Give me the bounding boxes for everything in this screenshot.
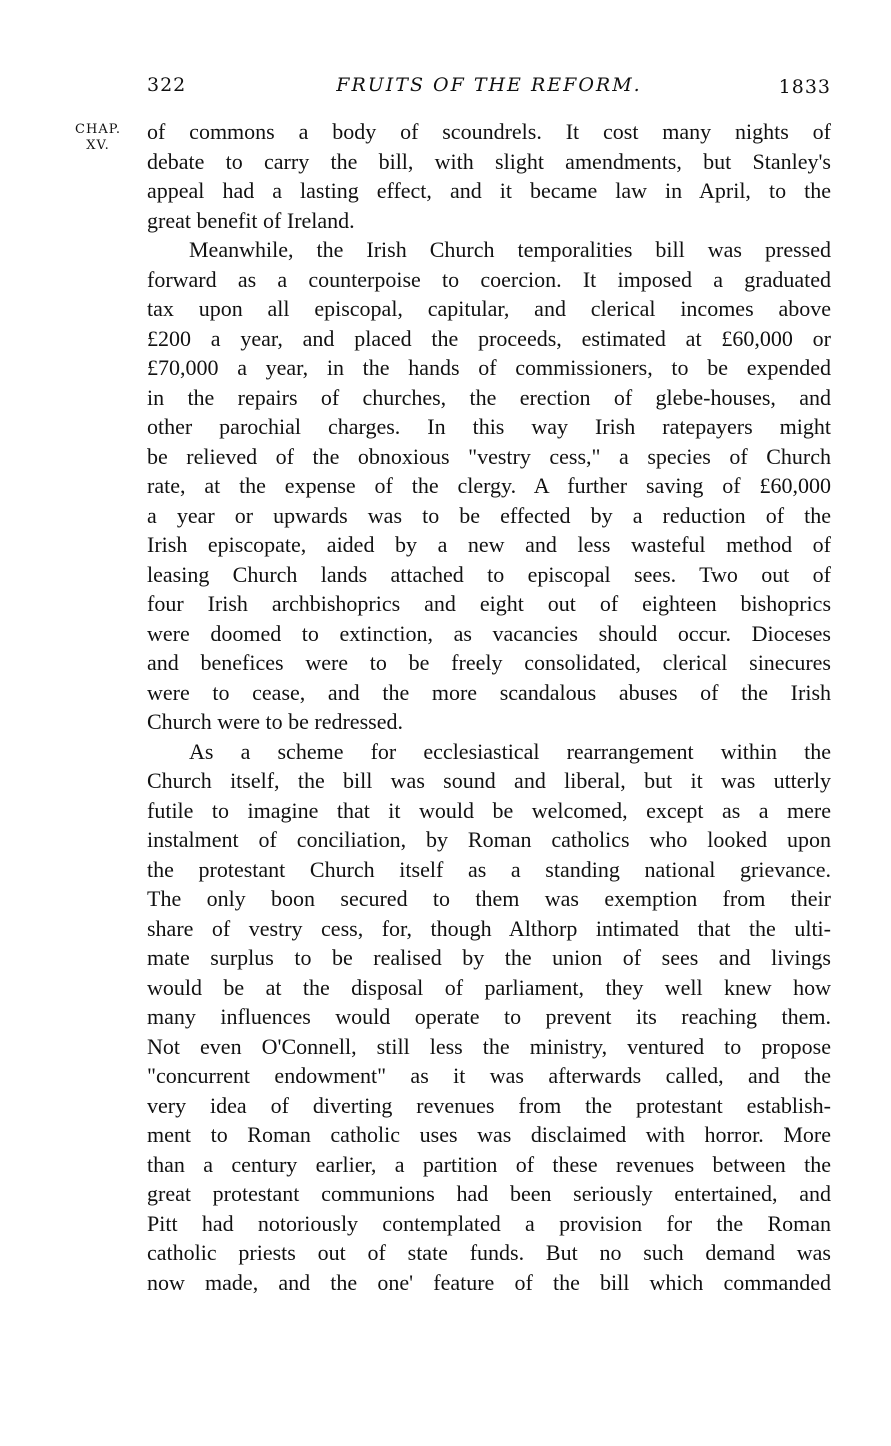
text-line: Pitt had notoriously contemplated a provision for the Roman (147, 1210, 831, 1236)
text-line: rate, at the expense of the clergy. A further saving of £60,000 (147, 473, 831, 498)
text-line: catholic priests out of state funds. But no such demand was (147, 1240, 831, 1265)
text-line: tax upon all episcopal, capitular, and clerical incomes above (147, 296, 831, 321)
text-line: would be at the disposal of parliament, they well knew how (147, 974, 831, 1000)
text-line: instalment of conciliation, by Roman catholics who looked upon (147, 827, 831, 852)
text-line: leasing Church lands attached to episcopal sees. Two out of (147, 561, 831, 587)
text-line: Not even O'Connell, still less the ministry, ventured to propose (147, 1033, 831, 1059)
running-header (147, 74, 831, 104)
text-line: ment to Roman catholic uses was disclaimed with horror. More (147, 1122, 831, 1147)
text-line: a year or upwards was to be effected by a reduction of the (147, 502, 831, 528)
text-line: in the repairs of churches, the erection of glebe-houses, and (147, 384, 831, 410)
chapter-number: XV. (86, 138, 110, 153)
text-line: Irish episcopate, aided by a new and less wasteful method of (147, 532, 831, 557)
body-text (147, 117, 831, 1297)
text-line: debate to carry the bill, with slight amendments, but Stanley's (147, 148, 831, 174)
text-line: now made, and the one' feature of the bill which commanded (147, 1269, 831, 1295)
text-line: "concurrent endowment" as it was afterwards called, and the (147, 1063, 831, 1088)
chapter-label: CHAP. (75, 122, 121, 137)
text-line: and benefices were to be freely consolidated, clerical sinecures (147, 650, 831, 675)
text-line: £70,000 a year, in the hands of commissioners, to be expended (147, 355, 831, 380)
text-line: £200 a year, and placed the proceeds, estimated at £60,000 or (147, 325, 831, 351)
text-line: were doomed to extinction, as vacancies should occur. Dioceses (147, 620, 831, 646)
text-line: As a scheme for ecclesiastical rearrangement within the (189, 738, 831, 764)
text-line: Meanwhile, the Irish Church temporalities bill was pressed (189, 237, 831, 262)
text-line: four Irish archbishoprics and eight out of eighteen bishoprics (147, 591, 831, 616)
text-line: forward as a counterpoise to coercion. It imposed a graduated (147, 266, 831, 292)
header-year: 1833 (778, 76, 831, 98)
text-line: share of vestry cess, for, though Althorp intimated that the ulti- (147, 915, 831, 941)
chapter-margin-note (62, 122, 134, 154)
text-line: mate surplus to be realised by the union of sees and livings (147, 945, 831, 970)
text-line: very idea of diverting revenues from the protestant establish- (147, 1092, 831, 1118)
page-number: 322 (147, 74, 187, 96)
text-line: many influences would operate to prevent its reaching them. (147, 1004, 831, 1029)
text-line: great benefit of Ireland. (147, 207, 355, 233)
text-line: of commons a body of scoundrels. It cost many nights of (147, 119, 831, 144)
text-line: be relieved of the obnoxious "vestry cess," a species of Church (147, 443, 831, 469)
text-line: Church itself, the bill was sound and liberal, but it was utterly (147, 768, 831, 793)
running-title: FRUITS OF THE REFORM. (336, 74, 642, 96)
text-line: the protestant Church itself as a standing national grievance. (147, 856, 831, 882)
text-line: great protestant communions had been seriously entertained, and (147, 1181, 831, 1206)
text-line: futile to imagine that it would be welcomed, except as a mere (147, 797, 831, 823)
text-line: other parochial charges. In this way Irish ratepayers might (147, 414, 831, 439)
text-line: were to cease, and the more scandalous abuses of the Irish (147, 679, 831, 705)
text-line: than a century earlier, a partition of these revenues between the (147, 1151, 831, 1177)
text-line: appeal had a lasting effect, and it became law in April, to the (147, 178, 831, 203)
text-line: The only boon secured to them was exemption from their (147, 886, 831, 911)
text-line: Church were to be redressed. (147, 709, 403, 734)
